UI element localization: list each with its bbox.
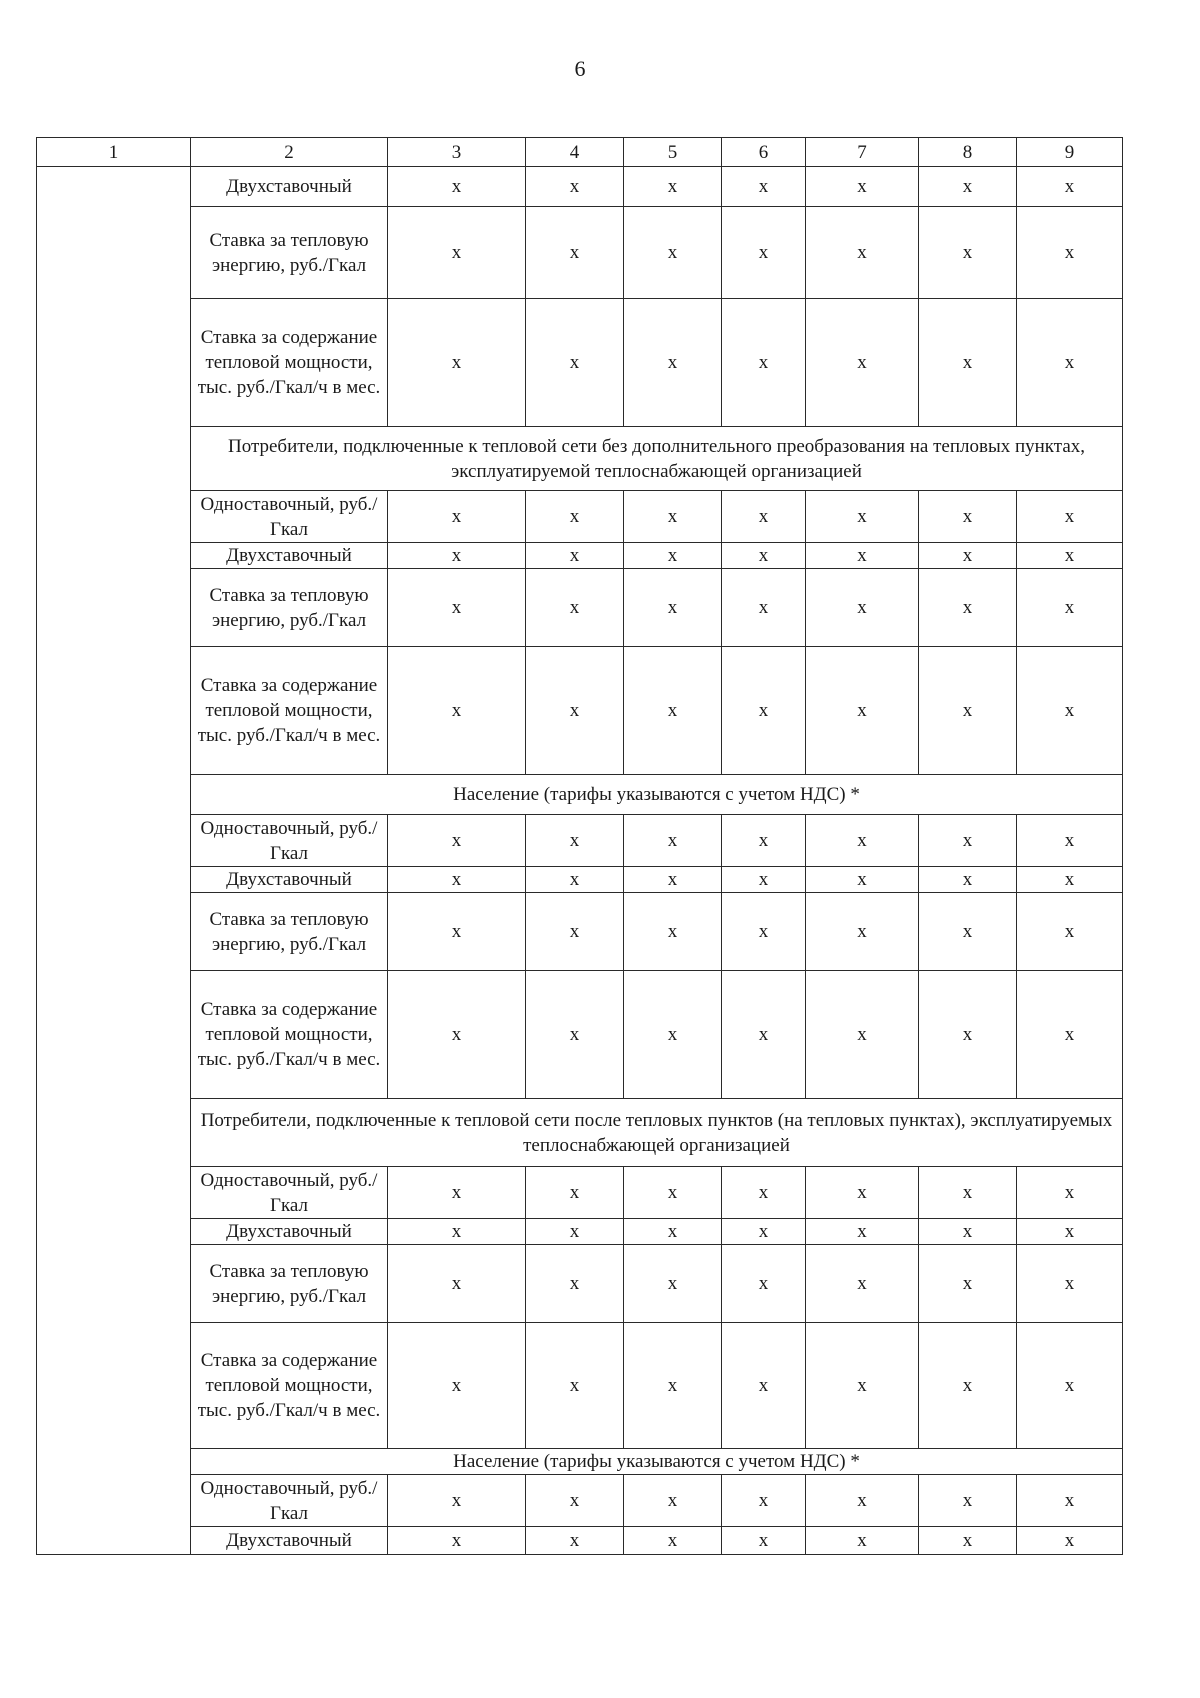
value-cell: x (624, 207, 722, 299)
section-heading: Потребители, подключенные к тепловой сети без дополнительного преобразования на тепловых пунктах, эксплуатируемой теплоснабжающей организацией (191, 427, 1123, 491)
value-cell: x (388, 971, 526, 1099)
table-row (37, 815, 1123, 867)
value-cell: x (526, 207, 624, 299)
value-cell: x (388, 1219, 526, 1245)
rate-label: Двухставочный (191, 867, 388, 893)
value-cell: x (919, 543, 1017, 569)
value-cell: x (1017, 1323, 1123, 1449)
value-cell: x (722, 893, 806, 971)
column-number: 9 (1017, 138, 1123, 167)
rate-label: Одноставочный, руб./Гкал (191, 491, 388, 543)
value-cell: x (1017, 893, 1123, 971)
value-cell: x (624, 867, 722, 893)
table-row (37, 893, 1123, 971)
value-cell: x (624, 815, 722, 867)
value-cell: x (388, 543, 526, 569)
value-cell: x (722, 543, 806, 569)
value-cell: x (806, 1219, 919, 1245)
table-row (37, 491, 1123, 543)
value-cell: x (1017, 1167, 1123, 1219)
value-cell: x (1017, 867, 1123, 893)
table-row (37, 1527, 1123, 1555)
value-cell: x (919, 1527, 1017, 1555)
value-cell: x (722, 207, 806, 299)
rate-label: Ставка за тепловую энергию, руб./Гкал (191, 569, 388, 647)
value-cell: x (388, 167, 526, 207)
value-cell: x (1017, 543, 1123, 569)
value-cell: x (806, 867, 919, 893)
value-cell: x (388, 1527, 526, 1555)
value-cell: x (919, 1167, 1017, 1219)
table-row (37, 299, 1123, 427)
column-number-row (37, 138, 1123, 167)
value-cell: x (624, 569, 722, 647)
table-row (37, 167, 1123, 207)
column-number: 6 (722, 138, 806, 167)
column-number: 3 (388, 138, 526, 167)
value-cell: x (722, 1527, 806, 1555)
value-cell: x (806, 167, 919, 207)
value-cell: x (1017, 491, 1123, 543)
value-cell: x (388, 867, 526, 893)
column-number: 2 (191, 138, 388, 167)
value-cell: x (919, 647, 1017, 775)
column-number: 4 (526, 138, 624, 167)
value-cell: x (806, 569, 919, 647)
value-cell: x (722, 1475, 806, 1527)
table-row (37, 543, 1123, 569)
value-cell: x (806, 1475, 919, 1527)
table-header (37, 138, 1123, 167)
rate-label: Ставка за содержание тепловой мощности, тыс. руб./Гкал/ч в мес. (191, 299, 388, 427)
value-cell: x (388, 1323, 526, 1449)
table-row (37, 1167, 1123, 1219)
section-row (37, 427, 1123, 491)
value-cell: x (919, 207, 1017, 299)
table-row (37, 867, 1123, 893)
value-cell: x (1017, 569, 1123, 647)
rate-label: Одноставочный, руб./Гкал (191, 815, 388, 867)
value-cell: x (388, 491, 526, 543)
rate-label: Двухставочный (191, 1219, 388, 1245)
rate-label: Ставка за содержание тепловой мощности, тыс. руб./Гкал/ч в мес. (191, 647, 388, 775)
value-cell: x (624, 1219, 722, 1245)
value-cell: x (526, 491, 624, 543)
value-cell: x (919, 1219, 1017, 1245)
value-cell: x (526, 1219, 624, 1245)
value-cell: x (624, 893, 722, 971)
value-cell: x (722, 491, 806, 543)
table-row (37, 1245, 1123, 1323)
column-number: 5 (624, 138, 722, 167)
value-cell: x (624, 1475, 722, 1527)
value-cell: x (526, 1167, 624, 1219)
value-cell: x (722, 1245, 806, 1323)
value-cell: x (1017, 1527, 1123, 1555)
value-cell: x (806, 491, 919, 543)
rate-label: Двухставочный (191, 543, 388, 569)
value-cell: x (388, 893, 526, 971)
tariff-table (36, 137, 1123, 1555)
value-cell: x (624, 647, 722, 775)
value-cell: x (526, 867, 624, 893)
value-cell: x (624, 1167, 722, 1219)
value-cell: x (722, 569, 806, 647)
value-cell: x (1017, 1475, 1123, 1527)
value-cell: x (919, 815, 1017, 867)
value-cell: x (624, 1323, 722, 1449)
value-cell: x (919, 1475, 1017, 1527)
value-cell: x (919, 893, 1017, 971)
value-cell: x (919, 1323, 1017, 1449)
value-cell: x (806, 971, 919, 1099)
value-cell: x (806, 299, 919, 427)
value-cell: x (1017, 1245, 1123, 1323)
value-cell: x (1017, 167, 1123, 207)
page-number: 6 (574, 56, 586, 81)
value-cell: x (388, 1475, 526, 1527)
value-cell: x (1017, 1219, 1123, 1245)
section-heading: Население (тарифы указываются с учетом НДС) * (191, 775, 1123, 815)
value-cell: x (624, 1245, 722, 1323)
value-cell: x (624, 491, 722, 543)
rate-label: Ставка за тепловую энергию, руб./Гкал (191, 893, 388, 971)
table-row (37, 647, 1123, 775)
table-row (37, 1219, 1123, 1245)
value-cell: x (388, 299, 526, 427)
column-1-cell (37, 167, 191, 1555)
value-cell: x (1017, 207, 1123, 299)
value-cell: x (806, 1245, 919, 1323)
rate-label: Двухставочный (191, 167, 388, 207)
value-cell: x (919, 1245, 1017, 1323)
value-cell: x (624, 299, 722, 427)
table-row (37, 207, 1123, 299)
rate-label: Одноставочный, руб./Гкал (191, 1475, 388, 1527)
value-cell: x (919, 167, 1017, 207)
value-cell: x (526, 1527, 624, 1555)
rate-label: Ставка за содержание тепловой мощности, тыс. руб./Гкал/ч в мес. (191, 971, 388, 1099)
value-cell: x (806, 815, 919, 867)
value-cell: x (806, 1167, 919, 1219)
value-cell: x (806, 1323, 919, 1449)
table-row (37, 569, 1123, 647)
rate-label: Одноставочный, руб./Гкал (191, 1167, 388, 1219)
value-cell: x (526, 569, 624, 647)
value-cell: x (526, 893, 624, 971)
section-row (37, 1449, 1123, 1475)
value-cell: x (526, 299, 624, 427)
rate-label: Ставка за тепловую энергию, руб./Гкал (191, 207, 388, 299)
value-cell: x (1017, 815, 1123, 867)
value-cell: x (526, 543, 624, 569)
section-row (37, 775, 1123, 815)
rate-label: Двухставочный (191, 1527, 388, 1555)
value-cell: x (388, 815, 526, 867)
value-cell: x (919, 491, 1017, 543)
table-body (37, 167, 1123, 1555)
value-cell: x (722, 167, 806, 207)
value-cell: x (722, 299, 806, 427)
value-cell: x (722, 1167, 806, 1219)
value-cell: x (1017, 971, 1123, 1099)
value-cell: x (624, 543, 722, 569)
value-cell: x (722, 1323, 806, 1449)
value-cell: x (919, 971, 1017, 1099)
value-cell: x (806, 207, 919, 299)
value-cell: x (388, 569, 526, 647)
value-cell: x (1017, 299, 1123, 427)
value-cell: x (919, 299, 1017, 427)
value-cell: x (526, 815, 624, 867)
value-cell: x (526, 167, 624, 207)
value-cell: x (388, 1167, 526, 1219)
value-cell: x (919, 569, 1017, 647)
rate-label: Ставка за тепловую энергию, руб./Гкал (191, 1245, 388, 1323)
value-cell: x (526, 971, 624, 1099)
rate-label: Ставка за содержание тепловой мощности, тыс. руб./Гкал/ч в мес. (191, 1323, 388, 1449)
column-number: 8 (919, 138, 1017, 167)
value-cell: x (388, 647, 526, 775)
value-cell: x (388, 1245, 526, 1323)
value-cell: x (388, 207, 526, 299)
value-cell: x (526, 1323, 624, 1449)
value-cell: x (806, 893, 919, 971)
value-cell: x (722, 867, 806, 893)
column-number: 7 (806, 138, 919, 167)
table-row (37, 1323, 1123, 1449)
value-cell: x (806, 647, 919, 775)
value-cell: x (806, 1527, 919, 1555)
value-cell: x (722, 971, 806, 1099)
section-row (37, 1099, 1123, 1167)
table-row (37, 971, 1123, 1099)
value-cell: x (624, 971, 722, 1099)
table-row (37, 1475, 1123, 1527)
section-heading: Потребители, подключенные к тепловой сети после тепловых пунктов (на тепловых пунктах), эксплуатируемых теплоснабжающей организацией (191, 1099, 1123, 1167)
value-cell: x (806, 543, 919, 569)
value-cell: x (722, 1219, 806, 1245)
value-cell: x (722, 647, 806, 775)
value-cell: x (526, 1475, 624, 1527)
section-heading: Население (тарифы указываются с учетом НДС) * (191, 1449, 1123, 1475)
value-cell: x (526, 647, 624, 775)
value-cell: x (722, 815, 806, 867)
value-cell: x (624, 1527, 722, 1555)
value-cell: x (624, 167, 722, 207)
value-cell: x (1017, 647, 1123, 775)
value-cell: x (919, 867, 1017, 893)
column-number: 1 (37, 138, 191, 167)
value-cell: x (526, 1245, 624, 1323)
